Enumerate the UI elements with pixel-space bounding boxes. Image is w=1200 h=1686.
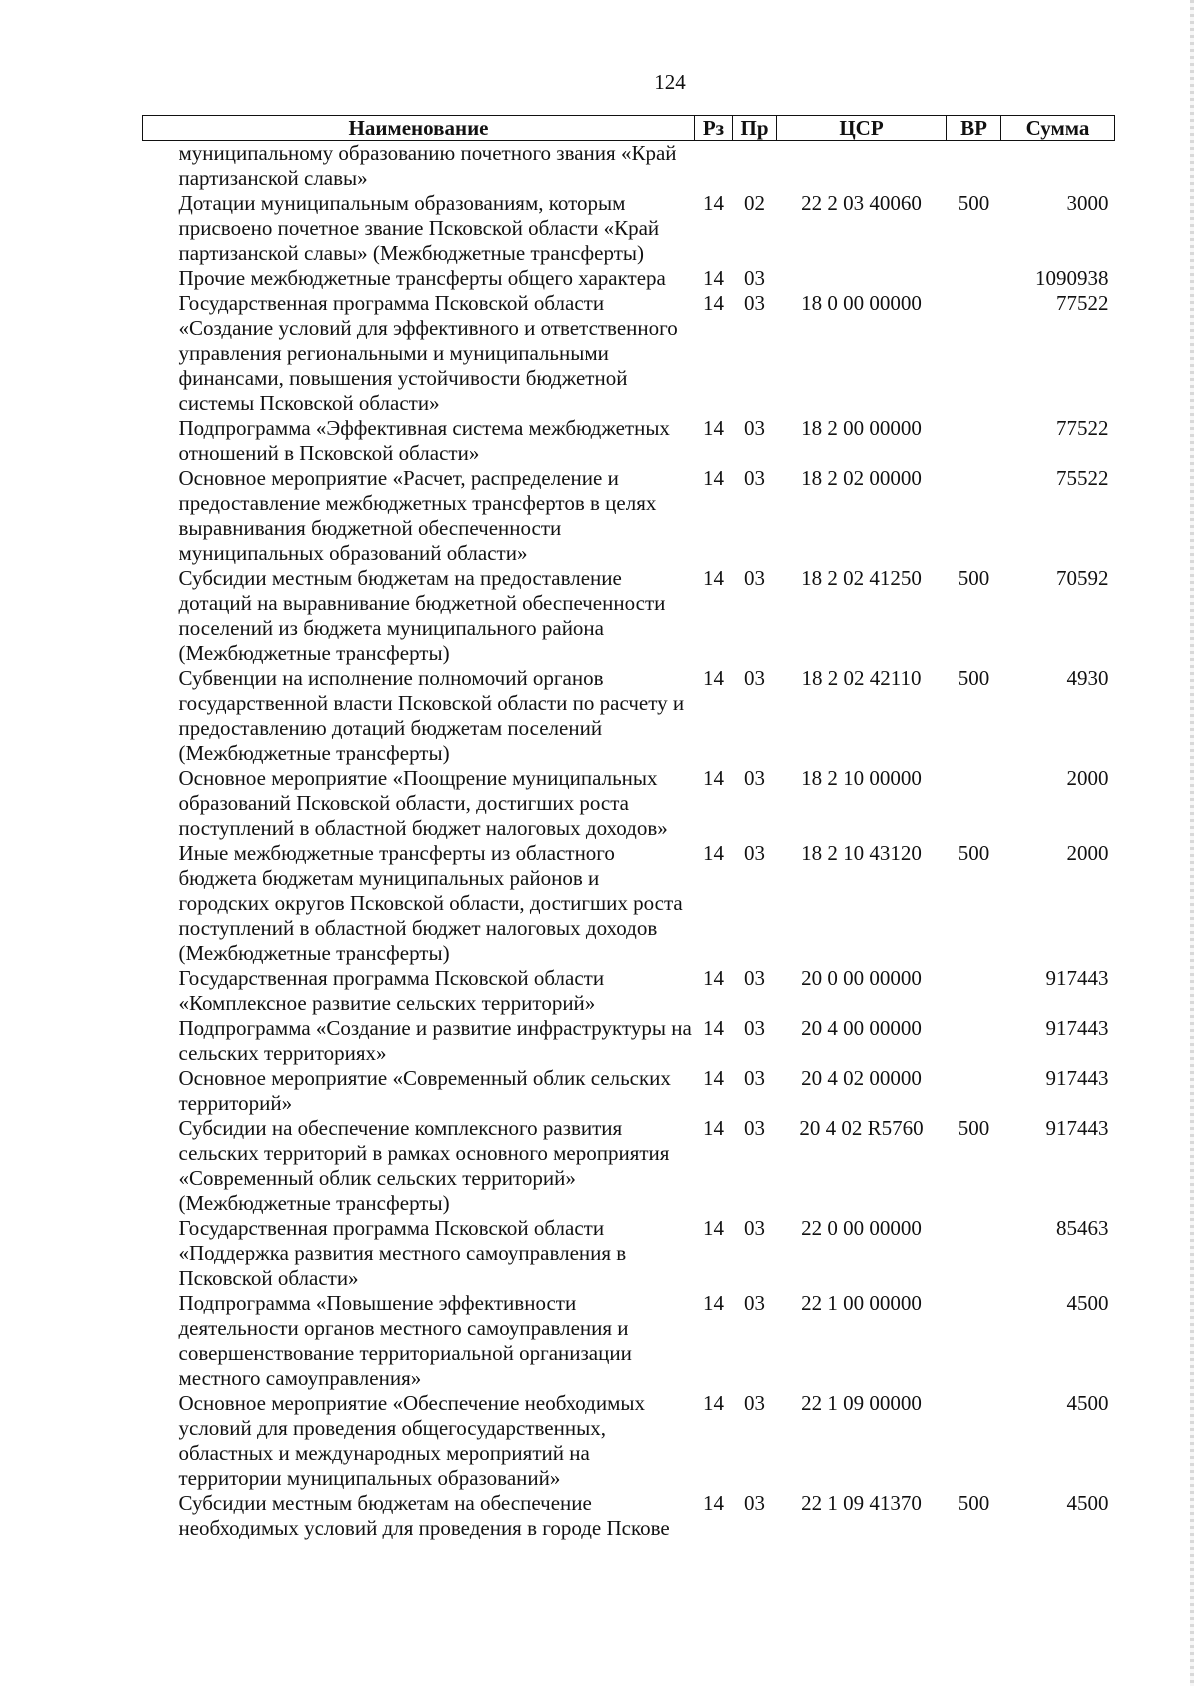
cell-sum: 2000 <box>1066 841 1109 865</box>
table-row <box>143 1291 1115 1391</box>
cell-pr: 03 <box>744 966 765 990</box>
cell-csr: 20 0 00 00000 <box>801 966 922 990</box>
cell-pr: 03 <box>744 266 765 290</box>
cell-sum: 917443 <box>1045 966 1109 990</box>
table-row <box>143 966 1115 1016</box>
cell-rz: 14 <box>703 841 724 865</box>
cell-sum: 2000 <box>1066 766 1109 790</box>
table-row <box>143 1116 1115 1216</box>
cell-rz: 14 <box>703 1066 724 1090</box>
cell-sum: 917443 <box>1045 1116 1109 1140</box>
cell-pr: 03 <box>744 466 765 490</box>
cell-name: Основное мероприятие «Современный облик сельских территорий» <box>178 1066 671 1115</box>
header-pr: Пр <box>733 116 777 141</box>
cell-rz: 14 <box>703 191 724 215</box>
cell-vr: 500 <box>957 666 990 690</box>
cell-name: Дотации муниципальным образованиям, которым присвоено почетное звание Псковской области «Край партизанской славы» (Межбюджетные трансферты) <box>178 191 660 265</box>
cell-sum: 77522 <box>1056 416 1109 440</box>
cell-pr: 03 <box>744 666 765 690</box>
table-row <box>143 566 1115 666</box>
cell-csr: 18 2 02 42110 <box>801 666 922 690</box>
table-row <box>143 1066 1115 1116</box>
cell-rz: 14 <box>703 1391 724 1415</box>
cell-sum: 4500 <box>1066 1391 1109 1415</box>
cell-sum: 1090938 <box>1035 266 1109 290</box>
page-number: 124 <box>654 70 686 94</box>
cell-name: Субсидии местным бюджетам на предоставление дотаций на выравнивание бюджетной обеспеченности поселений из бюджета муниципального района (Межбюджетные трансферты) <box>178 566 666 665</box>
table-row <box>143 766 1115 841</box>
cell-csr: 22 1 09 41370 <box>801 1491 922 1515</box>
table-row <box>143 1391 1115 1491</box>
cell-rz: 14 <box>703 966 724 990</box>
cell-pr: 03 <box>744 841 765 865</box>
header-csr: ЦСР <box>777 116 947 141</box>
cell-vr <box>947 1391 1001 1491</box>
cell-sum: 3000 <box>1066 191 1109 215</box>
cell-csr: 22 2 03 40060 <box>801 191 922 215</box>
table-row <box>143 291 1115 416</box>
cell-vr <box>947 466 1001 566</box>
header-vr: ВР <box>947 116 1001 141</box>
cell-name: Государственная программа Псковской области «Создание условий для эффективного и ответственного управления региональными и муниципальными финансами, повышения устойчивости бюджетной системы Псковской области» <box>178 291 678 415</box>
cell-pr: 03 <box>744 1016 765 1040</box>
cell-sum: 75522 <box>1056 466 1109 490</box>
cell-sum <box>1001 141 1115 192</box>
table-row <box>143 1491 1115 1541</box>
cell-name: Подпрограмма «Эффективная система межбюджетных отношений в Псковской области» <box>178 416 670 465</box>
cell-csr <box>777 141 947 192</box>
cell-vr <box>947 291 1001 416</box>
cell-name: Субсидии на обеспечение комплексного развития сельских территорий в рамках основного мероприятия «Современный облик сельских территорий» (Межбюджетные трансферты) <box>178 1116 670 1215</box>
cell-csr: 18 2 02 00000 <box>801 466 922 490</box>
cell-vr: 500 <box>957 566 990 590</box>
cell-pr: 03 <box>744 291 765 315</box>
cell-rz: 14 <box>703 766 724 790</box>
cell-vr <box>947 966 1001 1016</box>
cell-pr: 03 <box>744 1116 765 1140</box>
cell-vr: 500 <box>957 841 990 865</box>
table-row <box>143 1016 1115 1066</box>
cell-csr: 18 0 00 00000 <box>801 291 922 315</box>
header-name: Наименование <box>143 116 695 141</box>
cell-pr: 03 <box>744 766 765 790</box>
table-row <box>143 1216 1115 1291</box>
cell-name: Государственная программа Псковской области «Комплексное развитие сельских территорий» <box>178 966 605 1015</box>
cell-sum: 85463 <box>1056 1216 1109 1240</box>
cell-vr <box>947 1066 1001 1116</box>
cell-rz: 14 <box>703 1216 724 1240</box>
cell-vr <box>947 766 1001 841</box>
table-header <box>143 116 1115 141</box>
cell-csr: 22 1 00 00000 <box>801 1291 922 1315</box>
table-row <box>143 416 1115 466</box>
cell-rz: 14 <box>703 291 724 315</box>
cell-csr: 22 1 09 00000 <box>801 1391 922 1415</box>
cell-sum: 4930 <box>1066 666 1109 690</box>
cell-name: Основное мероприятие «Обеспечение необходимых условий для проведения общегосударственных, областных и международных мероприятий на территории муниципальных образований» <box>178 1391 646 1490</box>
cell-csr: 22 0 00 00000 <box>801 1216 922 1240</box>
table-row <box>143 266 1115 291</box>
cell-vr <box>947 1216 1001 1291</box>
cell-pr: 03 <box>744 1391 765 1415</box>
cell-rz: 14 <box>703 1016 724 1040</box>
cell-csr: 18 2 00 00000 <box>801 416 922 440</box>
cell-name: Государственная программа Псковской области «Поддержка развития местного самоуправления в Псковской области» <box>178 1216 627 1290</box>
cell-vr: 500 <box>957 1491 990 1515</box>
cell-name: Прочие межбюджетные трансферты общего характера <box>178 266 666 290</box>
cell-rz <box>695 141 733 192</box>
cell-csr: 18 2 10 00000 <box>801 766 922 790</box>
cell-pr <box>733 141 777 192</box>
cell-rz: 14 <box>703 266 724 290</box>
cell-sum: 70592 <box>1056 566 1109 590</box>
table-row <box>143 666 1115 766</box>
cell-rz: 14 <box>703 466 724 490</box>
cell-rz: 14 <box>703 566 724 590</box>
table-row <box>143 466 1115 566</box>
cell-name: Подпрограмма «Повышение эффективности деятельности органов местного самоуправления и совершенствование территориальной организации местного самоуправления» <box>178 1291 632 1390</box>
table-row <box>143 141 1115 192</box>
cell-rz: 14 <box>703 416 724 440</box>
cell-csr: 18 2 10 43120 <box>801 841 922 865</box>
cell-csr: 18 2 02 41250 <box>801 566 922 590</box>
cell-vr <box>947 141 1001 192</box>
cell-vr <box>947 1291 1001 1391</box>
cell-csr: 20 4 02 R5760 <box>799 1116 924 1140</box>
cell-pr: 03 <box>744 1291 765 1315</box>
cell-name: Основное мероприятие «Расчет, распределение и предоставление межбюджетных трансфертов в целях выравнивания бюджетной обеспеченности муниципальных образований области» <box>178 466 657 565</box>
cell-pr: 03 <box>744 416 765 440</box>
table-body <box>143 141 1115 1542</box>
cell-name: муниципальному образованию почетного звания «Край партизанской славы» <box>178 141 677 190</box>
cell-csr: 20 4 02 00000 <box>801 1066 922 1090</box>
cell-sum: 917443 <box>1045 1016 1109 1040</box>
cell-name: Субсидии местным бюджетам на обеспечение необходимых условий для проведения в городе Пскове <box>178 1491 670 1540</box>
cell-rz: 14 <box>703 1116 724 1140</box>
cell-pr: 03 <box>744 566 765 590</box>
cell-csr <box>777 266 947 291</box>
table-row <box>143 191 1115 266</box>
cell-name: Иные межбюджетные трансферты из областного бюджета бюджетам муниципальных районов и городских округов Псковской области, достигших роста поступлений в областной бюджет налоговых доходов (Межбюджетные трансферты) <box>178 841 683 965</box>
cell-vr <box>947 416 1001 466</box>
cell-name: Подпрограмма «Создание и развитие инфраструктуры на сельских территориях» <box>178 1016 692 1065</box>
cell-pr: 03 <box>744 1216 765 1240</box>
cell-name: Субвенции на исполнение полномочий органов государственной власти Псковской области по расчету и предоставлению дотаций бюджетам поселений (Межбюджетные трансферты) <box>178 666 685 765</box>
cell-pr: 03 <box>744 1491 765 1515</box>
budget-table <box>142 115 1115 1541</box>
cell-pr: 03 <box>744 1066 765 1090</box>
header-rz: Рз <box>695 116 733 141</box>
cell-vr <box>947 1016 1001 1066</box>
cell-vr: 500 <box>957 191 990 215</box>
cell-sum: 4500 <box>1066 1491 1109 1515</box>
cell-name: Основное мероприятие «Поощрение муниципальных образований Псковской области, достигших роста поступлений в областной бюджет налоговых доходов» <box>178 766 668 840</box>
scan-edge <box>1190 0 1194 1686</box>
cell-rz: 14 <box>703 1291 724 1315</box>
cell-vr: 500 <box>957 1116 990 1140</box>
cell-rz: 14 <box>703 666 724 690</box>
cell-sum: 77522 <box>1056 291 1109 315</box>
cell-pr: 02 <box>744 191 765 215</box>
cell-sum: 917443 <box>1045 1066 1109 1090</box>
cell-csr: 20 4 00 00000 <box>801 1016 922 1040</box>
cell-vr <box>947 266 1001 291</box>
cell-rz: 14 <box>703 1491 724 1515</box>
table-row <box>143 841 1115 966</box>
header-sum: Сумма <box>1001 116 1115 141</box>
cell-sum: 4500 <box>1066 1291 1109 1315</box>
